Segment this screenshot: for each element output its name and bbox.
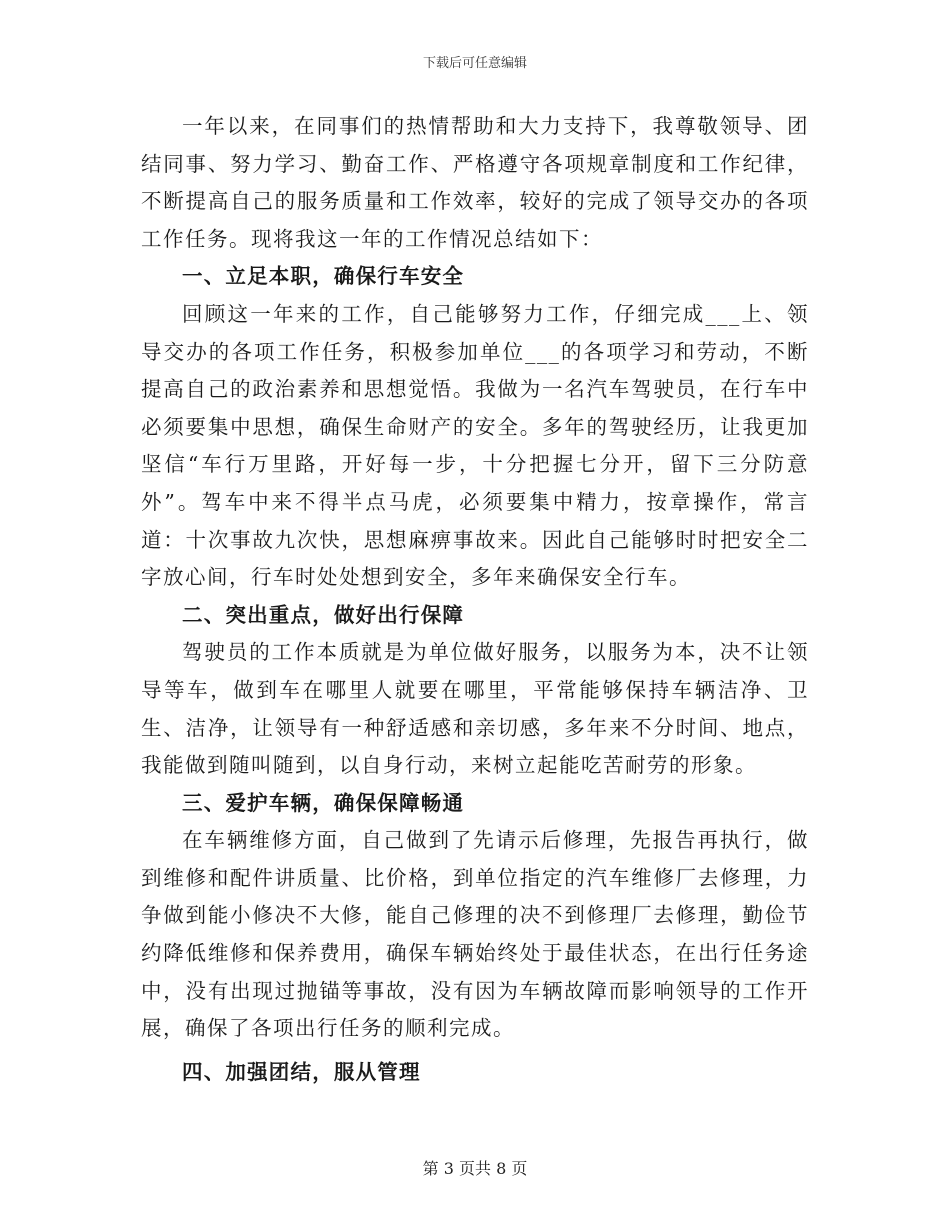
section-1-heading: 一、立足本职，确保行车安全 [182,264,465,289]
intro-paragraph: 一年以来，在同事们的热情帮助和大力支持下，我尊敬领导、团结同事、努力学习、勤奋工作、严格遵守各项规章制度和工作纪律，不断提高自己的服务质量和工作效率，较好的完成了领导交办的各项工作任务。现将我这一年的工作情况总结如下： [141,114,809,251]
section-3-paragraph: 在车辆维修方面，自己做到了先请示后修理，先报告再执行，做到维修和配件讲质量、比价格，到单位指定的汽车维修厂去修理，力争做到能小修决不大修，能自己修理的决不到修理厂去修理，勤俭节约降低维修和保养费用，确保车辆始终处于最佳状态，在出行任务途中，没有出现过抛锚等事故，没有因为车辆故障而影响领导的工作开展，确保了各项出行任务的顺利完成。 [141,828,809,1041]
page-number-footer: 第 3 页共 8 页 [422,1159,528,1178]
page-header-note: 下载后可任意编辑 [422,56,527,71]
section-4-heading: 四、加强团结，服从管理 [182,1059,421,1084]
section-3-heading: 三、爱护车辆，确保保障畅通 [182,790,465,815]
section-2-paragraph: 驾驶员的工作本质就是为单位做好服务，以服务为本，决不让领导等车，做到车在哪里人就要在哪里，平常能够保持车辆洁净、卫生、洁净，让领导有一种舒适感和亲切感，多年来不分时间、地点，我能做到随叫随到，以自身行动，来树立起能吃苦耐劳的形象。 [141,640,809,778]
document-body [141,108,809,1091]
section-1-paragraph: 回顾这一年来的工作，自己能够努力工作，仔细完成___上、领导交办的各项工作任务，积极参加单位___的各项学习和劳动，不断提高自己的政治素养和思想觉悟。我做为一名汽车驾驶员，在行车中必须要集中思想，确保生命财产的安全。多年的驾驶经历，让我更加坚信“车行万里路，开好每一步，十分把握七分开，留下三分防意外”。驾车中来不得半点马虎，必须要集中精力，按章操作，常言道：十次事故九次快，思想麻痹事故来。因此自己能够时时把安全二字放心间，行车时处处想到安全，多年来确保安全行车。 [141,301,809,590]
section-2-heading: 二、突出重点，做好出行保障 [182,602,465,627]
